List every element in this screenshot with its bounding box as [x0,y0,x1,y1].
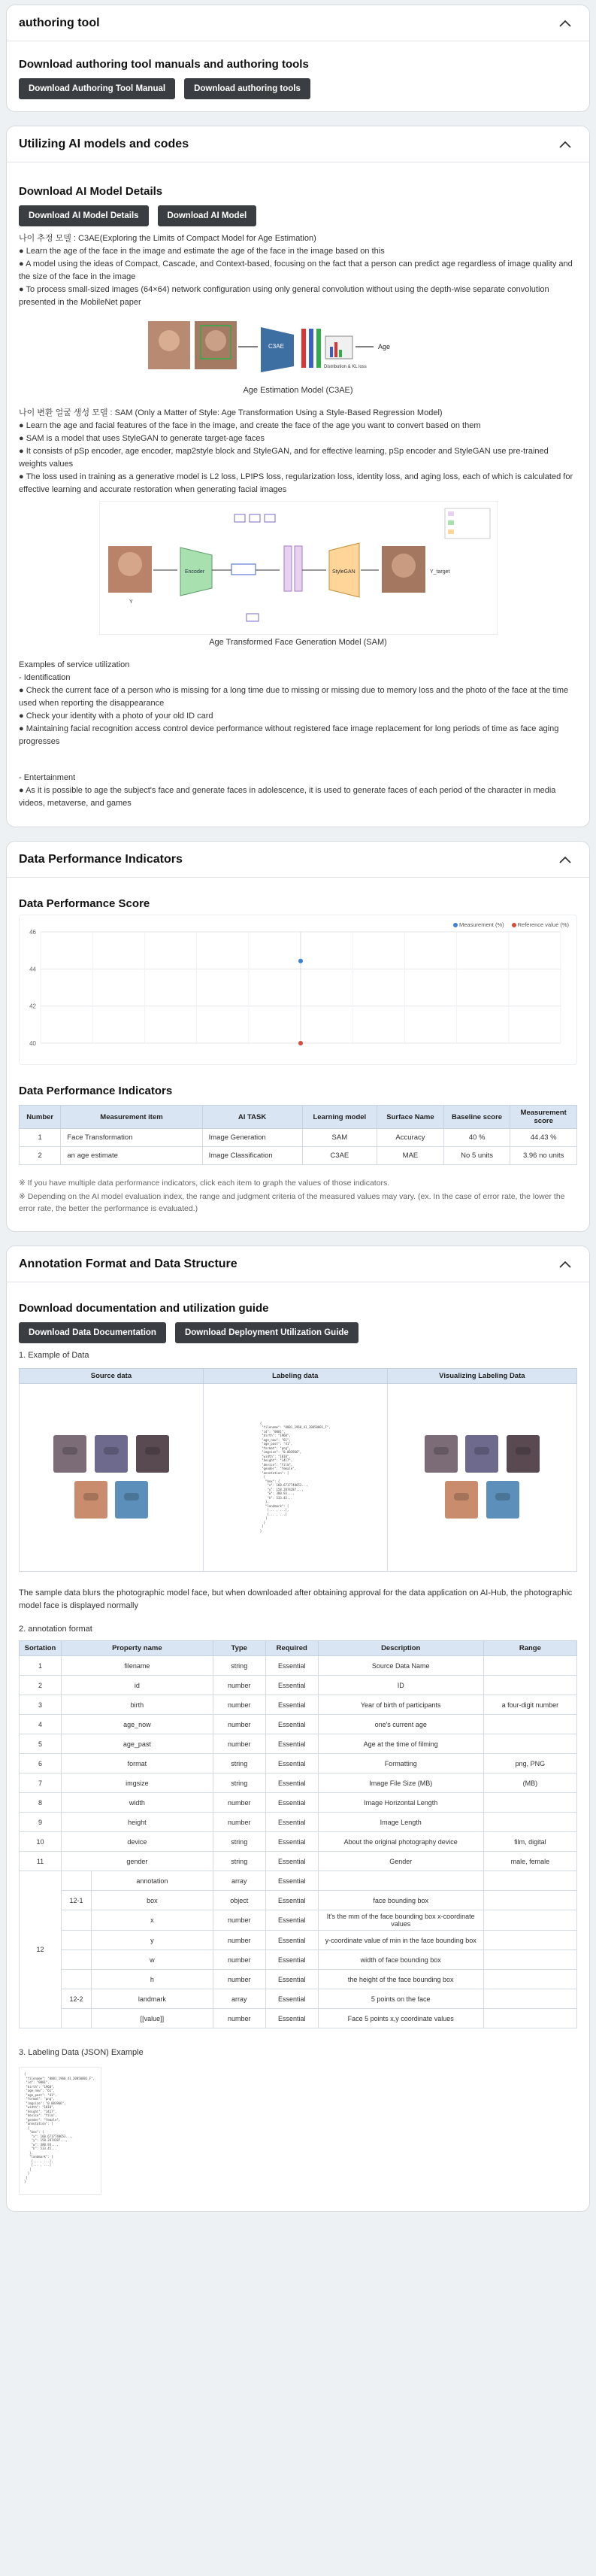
col-number: Number [20,1106,61,1129]
col-type: Type [213,1641,265,1656]
col-range: Range [483,1641,576,1656]
cell-required: Essential [265,1676,318,1695]
labeled-face-image [465,1435,498,1473]
cell-type: string [213,1852,265,1871]
cell-sub-sortation [62,2009,92,2028]
examples-line: ● Check the current face of a person who is missing for a long time due to missing or missing due to memory loss and the photo of the face at the time used when reporting the disappearance [19,686,569,708]
cell-range: film, digital [483,1832,576,1852]
c3ae-label: C3AE [268,343,284,350]
model2-bullet: ● Learn the age and facial features of the face in the image, and create the face of the age you want to convert based on them [19,421,481,430]
legend-label: Reference value (%) [517,921,569,928]
cell-range [483,2009,576,2028]
model2-bullet: ● The loss used in training as a generative model is L2 loss, LPIPS loss, regularization loss, identity loss, and aging loss, each of which is calculated for effective learning and accurate restoration when generating facial images [19,472,573,494]
cell-type: array [213,1989,265,2009]
cell-surface-name: Accuracy [377,1129,444,1147]
cell-sub-sortation [62,1871,92,1891]
table-row[interactable] [20,1715,577,1734]
cell-type: array [213,1871,265,1891]
cell-range [483,1970,576,1989]
cell-property-name: y [92,1931,213,1950]
performance-card [6,841,590,1232]
cell-description: Year of birth of participants [318,1695,483,1715]
cell-range: png, PNG [483,1754,576,1773]
cell-sortation: 1 [20,1656,62,1676]
cell-sub-sortation: 12-2 [62,1989,92,2009]
cell-type: number [213,1931,265,1950]
cell-sub-sortation [62,1910,92,1931]
cell-description: Image Length [318,1813,483,1832]
cell-baseline-score: 40 % [443,1129,510,1147]
chart-legend[interactable] [453,921,569,928]
encoder-label: Encoder [184,569,204,575]
legend-label: Measurement (%) [459,921,504,928]
cell-range [483,1950,576,1970]
sam-diagram [99,501,498,635]
cell-type: number [213,1813,265,1832]
cell-type: number [213,1910,265,1931]
cell-required: Essential [265,1793,318,1813]
legend-item-measurement[interactable] [453,921,504,928]
cell-sub-sortation [62,1950,92,1970]
table-row[interactable] [20,1950,577,1970]
cell-description: Image Horizontal Length [318,1793,483,1813]
examples-line: - Identification [19,673,71,682]
table-row[interactable] [20,1871,577,1891]
performance-heading: Data Performance Indicators [19,852,183,866]
cell-description: Image File Size (MB) [318,1773,483,1793]
cell-measurement-item: an age estimate [61,1147,202,1165]
cell-range [483,1989,576,2009]
cell-description: the height of the face bounding box [318,1970,483,1989]
cell-description: Formatting [318,1754,483,1773]
ai-models-header[interactable] [7,126,589,162]
performance-note: ※ Depending on the AI model evaluation index, the range and judgment criteria of the measured values may vary. (ex. In the case of error rate, the lower the error rate, the better the performance is evaluated.) [19,1192,565,1213]
cell-range [483,1676,576,1695]
annotation-format-table [19,1640,577,2028]
cell-measurement-item: Face Transformation [61,1129,202,1147]
cell-required: Essential [265,1813,318,1832]
table-row[interactable] [20,1793,577,1813]
col-sortation: Sortation [20,1641,62,1656]
model2-description [19,407,577,496]
blurred-face-image [74,1481,107,1519]
cell-required: Essential [265,1931,318,1950]
performance-score-heading: Data Performance Score [19,897,150,910]
legend-item-reference[interactable] [512,921,569,928]
download-ai-model-button[interactable]: Download AI Model [158,205,257,226]
cell-description: one's current age [318,1715,483,1734]
cell-sortation: 10 [20,1832,62,1852]
col-description: Description [318,1641,483,1656]
legend-dot-icon [453,923,458,927]
cell-sortation: 6 [20,1754,62,1773]
cell-required: Essential [265,1773,318,1793]
performance-table [19,1105,577,1165]
table-row[interactable] [20,1832,577,1852]
cell-required: Essential [265,1852,318,1871]
table-row[interactable] [20,1676,577,1695]
cell-property-name: box [92,1891,213,1910]
cell-baseline-score: No 5 units [443,1147,510,1165]
cell-property-name: annotation [92,1871,213,1891]
cell-range [483,1813,576,1832]
cell-type: number [213,1970,265,1989]
download-authoring-tools-button[interactable]: Download authoring tools [184,78,310,99]
cell-surface-name: MAE [377,1147,444,1165]
sam-caption: Age Transformed Face Generation Model (SAM) [209,638,387,647]
model1-bullet: ● To process small-sized images (64×64) network configuration using only general convolution without using the depth-wise separate convolution presented in the MobileNet paper [19,285,549,307]
cell-property-name: birth [62,1695,213,1715]
cell-type: number [213,1793,265,1813]
cell-required: Essential [265,1715,318,1734]
labeled-face-image [445,1481,478,1519]
cell-type: number [213,1695,265,1715]
cell-range: (MB) [483,1773,576,1793]
sample-data-note: The sample data blurs the photographic model face, but when downloaded after obtaining approval for the data application on AI-Hub, the photographic model face is displayed normally [19,1588,573,1610]
service-examples [19,659,577,810]
y-tick-label: 42 [29,1003,36,1010]
cell-property-name: format [62,1754,213,1773]
cell-required: Essential [265,1910,318,1931]
cell-sortation: 5 [20,1734,62,1754]
table-row[interactable] [20,1970,577,1989]
cell-property-name: height [62,1813,213,1832]
cell-sortation: 8 [20,1793,62,1813]
output-y-label: Y_target [429,569,449,575]
visualizing-images-cell [387,1384,576,1572]
col-visualizing-labeling-data: Visualizing Labeling Data [387,1369,576,1384]
performance-note: ※ If you have multiple data performance indicators, click each item to graph the values of those indicators. [19,1179,390,1188]
annotation-title: Download documentation and utilization guide [19,1302,269,1315]
examples-line [19,748,577,761]
cell-required: Essential [265,1832,318,1852]
download-data-documentation-button[interactable]: Download Data Documentation [19,1322,166,1343]
cell-required: Essential [265,1970,318,1989]
cell-description: width of face bounding box [318,1950,483,1970]
cell-description: Source Data Name [318,1656,483,1676]
y-tick-label: 40 [29,1040,36,1047]
chevron-up-icon[interactable] [558,16,573,31]
cell-required: Essential [265,1950,318,1970]
download-authoring-manual-button[interactable]: Download Authoring Tool Manual [19,78,175,99]
authoring-title: Download authoring tool manuals and authoring tools [19,58,309,71]
cell-type: number [213,1734,265,1754]
col-source-data: Source data [20,1369,204,1384]
json-example-box [19,2067,101,2195]
table-row[interactable] [20,1989,577,2009]
cell-range [483,1715,576,1734]
json-example-code: { "filename": "0001_1960_41_20050001_F", "id": "0001", "birth": "1960", "age_now": "61", "age_past": "41", "format": "png", "imgsize": "0.003966", "width": "1018", "height": "1417", "device": "film", "gender": "female", "annotation": [ { "box": { "x": 160.6717748653..., "y": 158.2874287..., "w": 380.93..., "h": 533.45... }, "landmark": [ [... , ...], [... , ...] ] } ] } [24,2072,95,2183]
c3ae-diagram [148,314,449,383]
cell-type: number [213,2009,265,2028]
cell-type: object [213,1891,265,1910]
cell-property-name: width [62,1793,213,1813]
examples-line: ● Check your identity with a photo of your old ID card [19,712,213,721]
performance-table-heading: Data Performance Indicators [19,1085,173,1097]
examples-line: ● Maintaining facial recognition access control device performance without registered face image replacement for long periods of time as face aging progresses [19,724,559,746]
authoring-tool-header[interactable] [7,5,589,41]
cell-measurement-score: 3.96 no units [510,1147,577,1165]
cell-type: string [213,1773,265,1793]
examples-line: Examples of service utilization [19,660,130,669]
cell-description: face bounding box [318,1891,483,1910]
blurred-face-image [115,1481,148,1519]
table-row[interactable] [20,1695,577,1715]
table-row[interactable] [20,1891,577,1910]
col-measurement-item: Measurement item [61,1106,202,1129]
table-row[interactable] [20,1852,577,1871]
cell-sub-sortation [62,1931,92,1950]
col-surface-name: Surface Name [377,1106,444,1129]
col-ai-task: AI TASK [202,1106,302,1129]
col-required: Required [265,1641,318,1656]
blurred-face-image [53,1435,86,1473]
annotation-card [6,1246,590,2212]
cell-required: Essential [265,1891,318,1910]
c3ae-block [261,327,294,372]
cell-number: 1 [20,1129,61,1147]
table-row [20,1384,577,1572]
cell-range [483,1734,576,1754]
data-point[interactable] [298,1041,303,1045]
cell-sortation: 11 [20,1852,62,1871]
model2-bullet: ● It consists of pSp encoder, age encoder, map2style block and StyleGAN, and for effective learning, pSp encoder and StyleGAN use pre-trained weights values [19,447,549,469]
chevron-up-icon[interactable] [558,137,573,152]
performance-plot [20,915,576,1066]
annotation-format-label: 2. annotation format [19,1625,92,1634]
cell-description: y-coordinate value of min in the face bounding box [318,1931,483,1950]
cell-type: number [213,1676,265,1695]
cell-range: a four-digit number [483,1695,576,1715]
cell-description: ID [318,1676,483,1695]
data-point[interactable] [298,959,303,963]
cell-type: string [213,1832,265,1852]
cell-sub-sortation [62,1970,92,1989]
model1-bullet: ● Learn the age of the face in the image and estimate the age of the face in the image based on this [19,247,385,256]
age-output-label: Age [377,343,390,350]
labeled-face-image [507,1435,540,1473]
performance-header[interactable] [7,842,589,878]
legend-dot-icon [512,923,516,927]
blurred-face-image [136,1435,169,1473]
cell-description: Gender [318,1852,483,1871]
chevron-up-icon[interactable] [558,852,573,867]
ai-models-card [6,126,590,827]
labeled-face-image [425,1435,458,1473]
cell-type: string [213,1656,265,1676]
cell-sortation: 7 [20,1773,62,1793]
cell-description [318,1871,483,1891]
download-utilization-guide-button[interactable]: Download Deployment Utilization Guide [175,1322,359,1343]
cell-description: Age at the time of filming [318,1734,483,1754]
cell-required: Essential [265,1754,318,1773]
table-row[interactable] [20,1931,577,1950]
labeled-face-image [486,1481,519,1519]
cell-description: 5 points on the face [318,1989,483,2009]
model1-title: 나이 추정 모델 : C3AE(Exploring the Limits of Compact Model for Age Estimation) [19,234,316,243]
table-row[interactable] [20,1129,577,1147]
model1-bullet: ● A model using the ideas of Compact, Cascade, and Context-based, focusing on the fact that a person can predict age regardless of image quality and the size of the face in the image [19,259,573,281]
cell-learning-model: C3AE [302,1147,377,1165]
cell-description: It's the mm of the face bounding box x-coordinate values [318,1910,483,1931]
cell-property-name: landmark [92,1989,213,2009]
col-measurement-score: Measurement score [510,1106,577,1129]
cell-type: string [213,1754,265,1773]
cell-range: male, female [483,1852,576,1871]
cell-sortation: 12 [20,1871,62,2028]
col-property-name: Property name [62,1641,213,1656]
json-example-label: 3. Labeling Data (JSON) Example [19,2048,144,2057]
cell-property-name: imgsize [62,1773,213,1793]
table-row[interactable] [20,1813,577,1832]
cell-required: Essential [265,1656,318,1676]
cell-property-name: id [62,1676,213,1695]
cell-ai-task: Image Generation [202,1129,302,1147]
source-images-cell [20,1384,204,1572]
labeling-json-preview: { "filename": "0001_1960_41_20050001_F", "id": "0001", "birth": "1960", "age_now": "61", "age_past": "41", "format": "png", "imgsize": "0.003966", "width": "1018", "height": "1417", "device": "film", "gender": "female", "annotation": [ { "box": { "x": 160.6717748653..., "y": 158.2874287..., "w": 380.93..., "h": 533.45... }, "landmark": [ [... , ...], [... , ...] ] } ] } [259,1421,331,1533]
model2-bullet: ● SAM is a model that uses StyleGAN to generate target-age faces [19,434,265,443]
cell-description: About the original photography device [318,1832,483,1852]
cell-property-name: device [62,1832,213,1852]
table-row[interactable] [20,1147,577,1165]
labeling-json-cell [203,1384,387,1572]
cell-property-name: x [92,1910,213,1931]
cell-learning-model: SAM [302,1129,377,1147]
ai-models-heading: Utilizing AI models and codes [19,137,189,150]
authoring-tool-card [6,5,590,112]
cell-required: Essential [265,1695,318,1715]
distribution-label: Distribution & KL loss [323,365,367,369]
cell-property-name: age_past [62,1734,213,1754]
stylegan-label: StyleGAN [331,569,355,575]
cell-required: Essential [265,2009,318,2028]
cell-sortation: 9 [20,1813,62,1832]
cell-required: Essential [265,1871,318,1891]
examples-line: ● As it is possible to age the subject's face and generate faces in adolescence, it is used to generate faces of each period of the character in media videos, metaverse, and games [19,786,556,808]
ai-models-title: Download AI Model Details [19,185,163,198]
annotation-heading: Annotation Format and Data Structure [19,1257,237,1270]
cell-description: Face 5 points x,y coordinate values [318,2009,483,2028]
sample-data-table [19,1368,577,1572]
cell-property-name: [[value]] [92,2009,213,2028]
cell-ai-task: Image Classification [202,1147,302,1165]
input-y-label: Y [129,599,133,605]
cell-sub-sortation: 12-1 [62,1891,92,1910]
cell-sortation: 2 [20,1676,62,1695]
cell-sortation: 4 [20,1715,62,1734]
cell-number: 2 [20,1147,61,1165]
example-of-data-label: 1. Example of Data [19,1351,89,1360]
c3ae-caption: Age Estimation Model (C3AE) [243,386,353,395]
chevron-up-icon[interactable] [558,1257,573,1272]
annotation-header[interactable] [7,1246,589,1282]
col-labeling-data: Labeling data [203,1369,387,1384]
table-row[interactable] [20,1656,577,1676]
cell-range [483,1793,576,1813]
cell-type: number [213,1950,265,1970]
y-tick-label: 44 [29,966,36,973]
examples-line: - Entertainment [19,773,76,782]
cell-range [483,1871,576,1891]
cell-type: number [213,1715,265,1734]
table-row[interactable] [20,1754,577,1773]
col-learning-model: Learning model [302,1106,377,1129]
cell-range [483,1910,576,1931]
table-row[interactable] [20,1910,577,1931]
cell-property-name: age_now [62,1715,213,1734]
table-row[interactable] [20,1734,577,1754]
col-baseline-score: Baseline score [443,1106,510,1129]
cell-required: Essential [265,1734,318,1754]
model2-title: 나이 변환 얼굴 생성 모델 : SAM (Only a Matter of Style: Age Transformation Using a Style-Based Regression Model) [19,408,443,417]
cell-range [483,1891,576,1910]
model1-description [19,232,577,309]
y-tick-label: 46 [29,929,36,936]
cell-sortation: 3 [20,1695,62,1715]
cell-property-name: filename [62,1656,213,1676]
table-row[interactable] [20,1773,577,1793]
authoring-tool-heading: authoring tool [19,16,100,29]
download-ai-model-details-button[interactable]: Download AI Model Details [19,205,149,226]
cell-range [483,1656,576,1676]
cell-property-name: w [92,1950,213,1970]
cell-range [483,1931,576,1950]
blurred-face-image [95,1435,128,1473]
performance-chart [19,915,577,1065]
table-row[interactable] [20,2009,577,2028]
cell-measurement-score: 44.43 % [510,1129,577,1147]
cell-property-name: h [92,1970,213,1989]
cell-required: Essential [265,1989,318,2009]
cell-property-name: gender [62,1852,213,1871]
